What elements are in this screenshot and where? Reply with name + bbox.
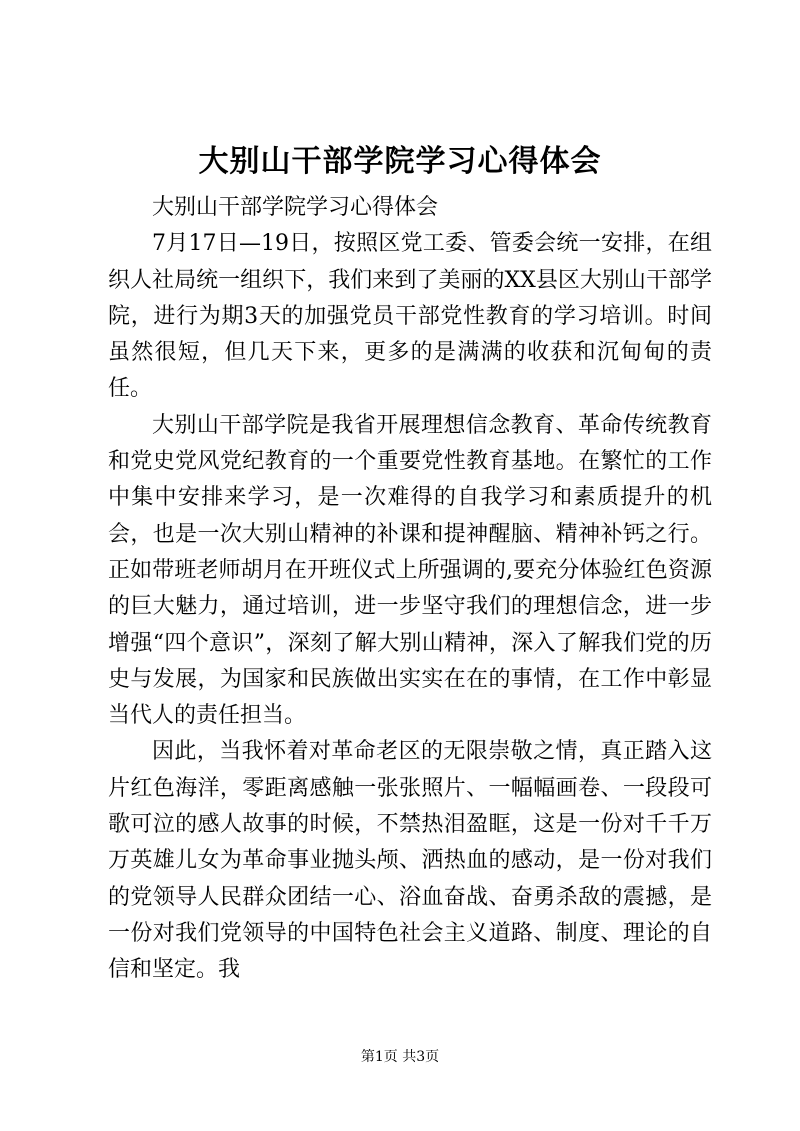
- paragraph-3: 因此，当我怀着对革命老区的无限崇敬之情，真正踏入这片红色海洋，零距离感触一张张照片、一幅幅画卷、一段段可歌可泣的感人故事的时候，不禁热泪盈眶，这是一份对千千万万英雄儿女为革命事业抛头颅、洒热血的感动，是一份对我们的党领导人民群众团结一心、浴血奋战、奋勇杀敌的震撼，是一份对我们党领导的中国特色社会主义道路、制度、理论的自信和坚定。我: [108, 739, 712, 983]
- paragraph-2: 大别山干部学院是我省开展理想信念教育、革命传统教育和党史党风党纪教育的一个重要党性教育基地。在繁忙的工作中集中安排来学习，是一次难得的自我学习和素质提升的机会，也是一次大别山精神的补课和提神醒脑、精神补钙之行。正如带班老师胡月在开班仪式上所强调的,要充分体验红色资源的巨大魅力，通过培训，进一步坚守我们的理想信念，进一步增强“四个意识”，深刻了解大别山精神，深入了解我们党的历史与发展，为国家和民族做出实实在在的事情，在工作中彰显当代人的责任担当。: [108, 412, 712, 729]
- document-title: 大别山干部学院学习心得体会: [198, 144, 602, 179]
- paragraph-subtitle: 大别山干部学院学习心得体会: [152, 195, 439, 220]
- document-body: [108, 190, 712, 989]
- page-footer: 第1页 共3页: [360, 1049, 440, 1065]
- paragraph-1: 7月17日—19日，按照区党工委、管委会统一安排，在组织人社局统一组织下，我们来到了美丽的XX县区大别山干部学院，进行为期3天的加强党员干部党性教育的学习培训。时间虽然很短，但几天下来，更多的是满满的收获和沉甸甸的责任。: [108, 231, 712, 402]
